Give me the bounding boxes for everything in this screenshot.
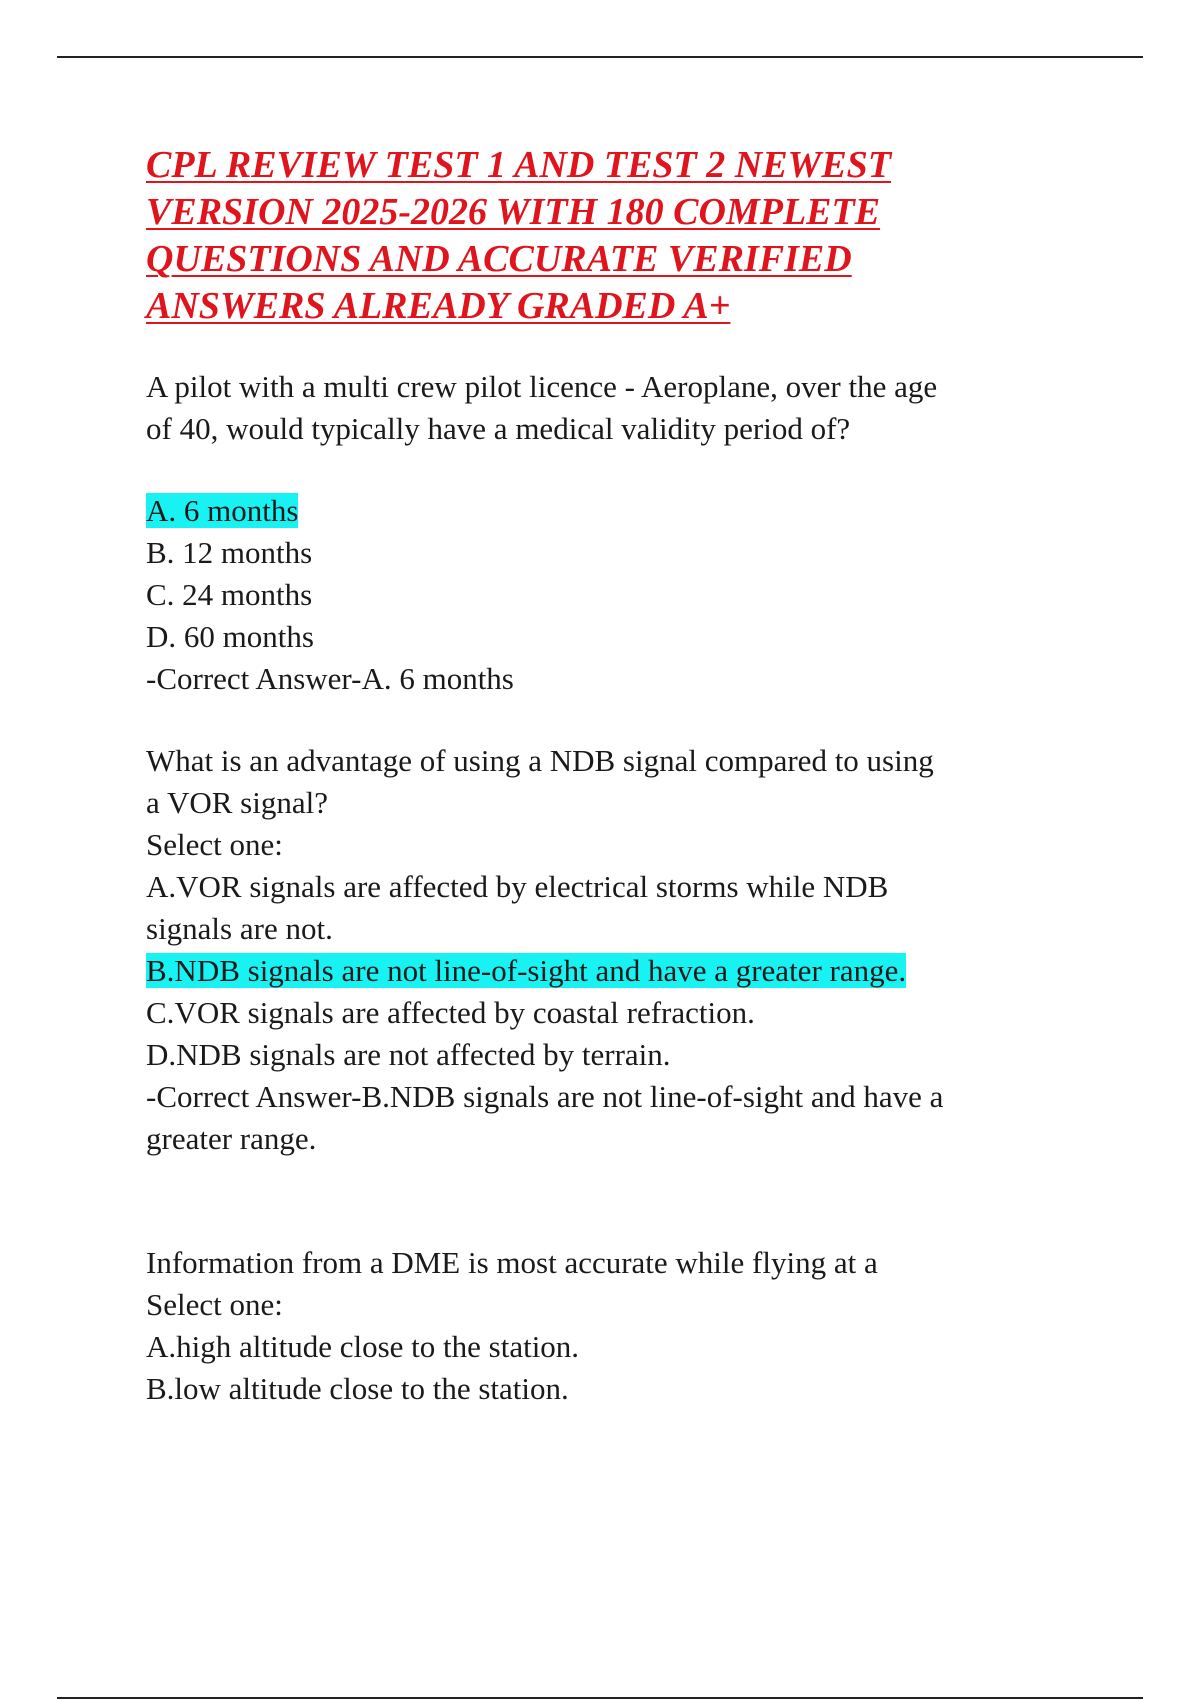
correct-answer-continued: greater range. [146,1121,317,1156]
question-stem-line: What is an advantage of using a NDB signal compared to using [146,743,934,778]
select-one-label: Select one: [146,1287,283,1322]
highlighted-option: B.NDB signals are not line-of-sight and have a greater range. [146,953,907,988]
title-line: ANSWERS ALREADY GRADED A+ [146,285,731,327]
title-line: QUESTIONS AND ACCURATE VERIFIED [146,238,852,280]
option-a: A.high altitude close to the station. [146,1329,580,1364]
spacer [146,1160,1086,1242]
question-1 [146,366,1086,700]
option-b: B. 12 months [146,535,313,570]
top-rule [57,56,1143,58]
document-title [146,142,1086,330]
document-page [146,142,1086,1410]
title-line: VERSION 2025-2026 WITH 180 COMPLETE [146,191,881,233]
option-c: C.VOR signals are affected by coastal refraction. [146,995,755,1030]
option-a-continued: signals are not. [146,911,333,946]
option-b: B.low altitude close to the station. [146,1371,569,1406]
question-stem-line: Information from a DME is most accurate while flying at a [146,1245,878,1280]
question-stem-line: a VOR signal? [146,785,328,820]
option-b [146,950,1086,992]
title-line: CPL REVIEW TEST 1 AND TEST 2 NEWEST [146,144,892,186]
option-a: A.VOR signals are affected by electrical storms while NDB [146,869,889,904]
option-d: D. 60 months [146,619,314,654]
question-3 [146,1242,1086,1410]
correct-answer: -Correct Answer-A. 6 months [146,661,514,696]
spacer [146,450,1086,490]
question-stem-line: A pilot with a multi crew pilot licence - Aeroplane, over the age [146,369,938,404]
highlighted-option: A. 6 months [146,493,299,528]
bottom-rule [57,1697,1143,1699]
question-stem-line: of 40, would typically have a medical validity period of? [146,411,851,446]
option-a [146,490,1086,532]
option-c: C. 24 months [146,577,313,612]
question-2 [146,740,1086,1160]
correct-answer: -Correct Answer-B.NDB signals are not line-of-sight and have a [146,1079,944,1114]
spacer [146,700,1086,740]
option-d: D.NDB signals are not affected by terrain. [146,1037,671,1072]
select-one-label: Select one: [146,827,283,862]
